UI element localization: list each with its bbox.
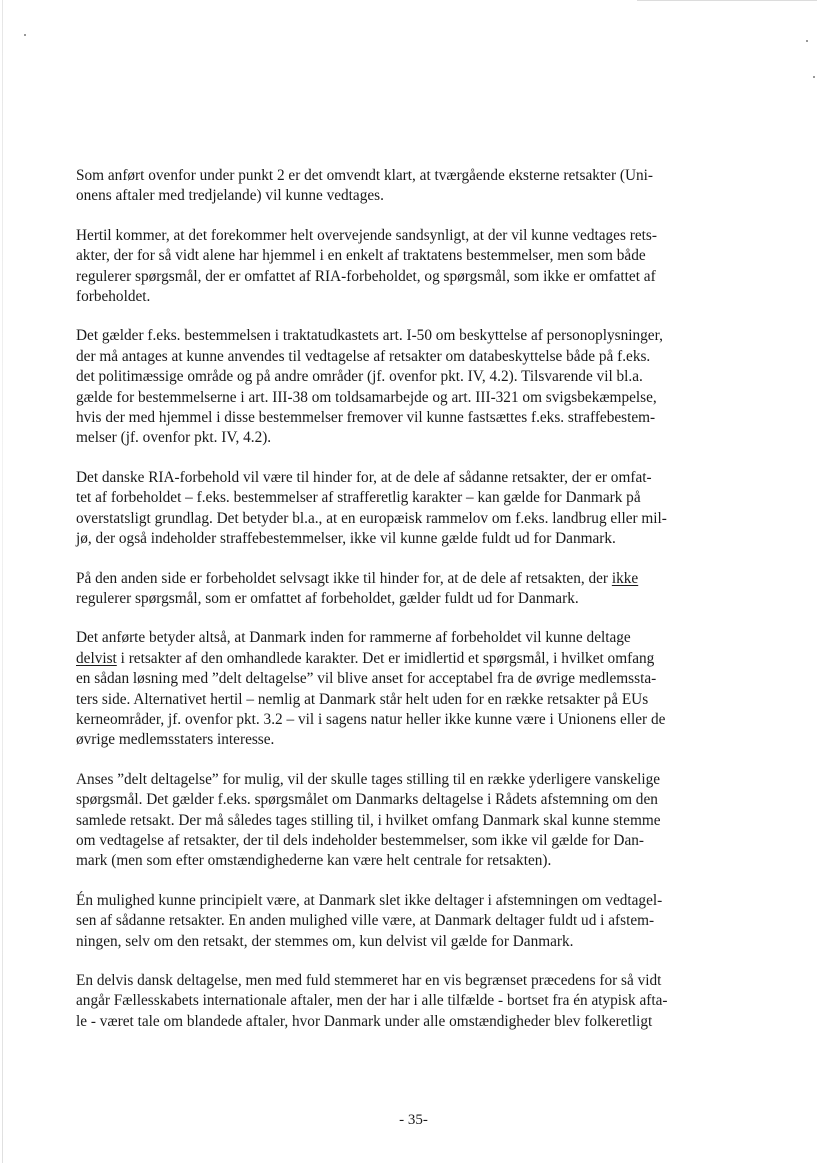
- paragraph-4: [76, 468, 752, 550]
- text-line: kerneområder, jf. ovenfor pkt. 3.2 – vil i sagens natur heller ikke kunne være i Unionens eller de: [76, 710, 666, 728]
- text-line: Det gælder f.eks. bestemmelsen i traktatudkastets art. I-50 om beskyttelse af personoplysninger,: [76, 327, 663, 345]
- text-line: [76, 569, 752, 589]
- text-line: [76, 649, 752, 669]
- scan-speck: [813, 76, 815, 78]
- text-line: En delvis dansk deltagelse, men med fuld stemmeret har en vis begrænset præcedens for så vidt: [76, 972, 662, 989]
- text-line: regulerer spørgsmål, som er omfattet af forbeholdet, gælder fuldt ud for Danmark.: [76, 589, 579, 607]
- paragraph-6: [76, 628, 752, 750]
- text-line: der må antages at kunne anvendes til vedtagelse af retsakter om databeskyttelse både på f.eks.: [76, 347, 651, 365]
- paragraph-1: [76, 166, 752, 207]
- scan-speck: [806, 40, 808, 42]
- text-line: angår Fællesskabets internationale aftaler, men der har i alle tilfælde - bortset fra én atypisk afta-: [76, 992, 668, 1010]
- text-line: tet af forbeholdet – f.eks. bestemmelser af strafferetlig karakter – kan gælde for Danmark på: [76, 489, 641, 507]
- text-line: jø, der også indeholder straffebestemmelser, ikke vil kunne gælde fuldt ud for Danmark.: [76, 530, 616, 548]
- page-number: - 35-: [399, 1112, 428, 1128]
- text-line: Hertil kommer, at det forekommer helt overvejende sandsynligt, at der vil kunne vedtages rets-: [76, 226, 657, 244]
- text-line: gælde for bestemmelserne i art. III-38 om toldsamarbejde og art. III-321 om svigsbekæmpelse,: [76, 388, 657, 406]
- text-line: spørgsmål. Det gælder f.eks. spørgsmålet om Danmarks deltagelse i Rådets afstemning om den: [76, 791, 658, 809]
- text-line: mark (men som efter omstændighederne kan være helt centrale for retsakten).: [76, 852, 552, 870]
- text-line: regulerer spørgsmål, der er omfattet af RIA-forbeholdet, og spørgsmål, som ikke er omfattet af: [76, 267, 656, 285]
- scan-edge: [2, 0, 3, 1163]
- text-line: overstatsligt grundlag. Det betyder bl.a., at en europæisk rammelov om f.eks. landbrug eller mil-: [76, 509, 667, 527]
- text-line: samlede retsakt. Der må således tages stilling til, i hvilket omfang Danmark skal kunne stemme: [76, 811, 661, 829]
- text-line: onens aftaler med tredjelande) vil kunne vedtages.: [76, 187, 384, 205]
- text-line: ters side. Alternativet hertil – nemlig at Danmark står helt uden for en række retsakter på EUs: [76, 690, 649, 708]
- paragraph-9: [76, 971, 752, 1032]
- text-line: Én mulighed kunne principielt være, at Danmark slet ikke deltager i afstemningen om vedtagel-: [76, 891, 663, 909]
- text-line: le - været tale om blandede aftaler, hvor Danmark under alle omstændigheder blev folkeretligt: [76, 1012, 653, 1030]
- text-line: hvis der med hjemmel i disse bestemmelser fremover vil kunne fastsættes f.eks. straffebestem-: [76, 409, 656, 427]
- text-line: Det anførte betyder altså, at Danmark inden for rammerne af forbeholdet vil kunne deltage: [76, 629, 631, 647]
- text-line: sen af sådanne retsakter. En anden mulighed ville være, at Danmark deltager fuldt ud i afstem-: [76, 912, 655, 930]
- underlined-word: ikke: [611, 569, 639, 587]
- paragraph-2: [76, 226, 752, 308]
- text-line: Som anført ovenfor under punkt 2 er det omvendt klart, at tværgående eksterne retsakter (Uni-: [76, 167, 653, 184]
- text-segment: På den anden side er forbeholdet selvsagt ikke til hinder for, at de dele af retsakten, der: [76, 569, 612, 587]
- text-line: Anses ”delt deltagelse” for mulig, vil der skulle tages stilling til en række yderligere vanskelige: [76, 770, 661, 788]
- text-line: om vedtagelse af retsakter, der til dels indeholder bestemmelser, som ikke vil gælde for Dan-: [76, 831, 644, 849]
- text-line: det politimæssige område og på andre områder (jf. ovenfor pkt. IV, 4.2). Tilsvarende vil bl.a.: [76, 368, 643, 386]
- underlined-word: delvist: [76, 649, 117, 667]
- paragraph-7: [76, 770, 752, 872]
- scan-top-line: [637, 0, 817, 1]
- paragraph-5: [76, 569, 752, 610]
- text-line: en sådan løsning med ”delt deltagelse” vil blive anset for acceptabel fra de øvrige medlemssta-: [76, 670, 657, 688]
- scan-speck: [24, 34, 26, 36]
- document-body: [76, 166, 752, 1051]
- paragraph-8: [76, 891, 752, 952]
- text-line: øvrige medlemsstaters interesse.: [76, 731, 275, 749]
- text-line: Det danske RIA-forbehold vil være til hinder for, at de dele af sådanne retsakter, der er omfat-: [76, 468, 652, 486]
- paragraph-3: [76, 326, 752, 448]
- text-segment: i retsakter af den omhandlede karakter. Det er imidlertid et spørgsmål, i hvilket omfang: [116, 649, 655, 667]
- text-line: melser (jf. ovenfor pkt. IV, 4.2).: [76, 429, 272, 447]
- text-line: ningen, selv om den retsakt, der stemmes om, kun delvist vil gælde for Danmark.: [76, 932, 574, 950]
- text-line: forbeholdet.: [76, 288, 151, 306]
- text-line: akter, der for så vidt alene har hjemmel i en enkelt af traktatens bestemmelser, men som både: [76, 247, 646, 265]
